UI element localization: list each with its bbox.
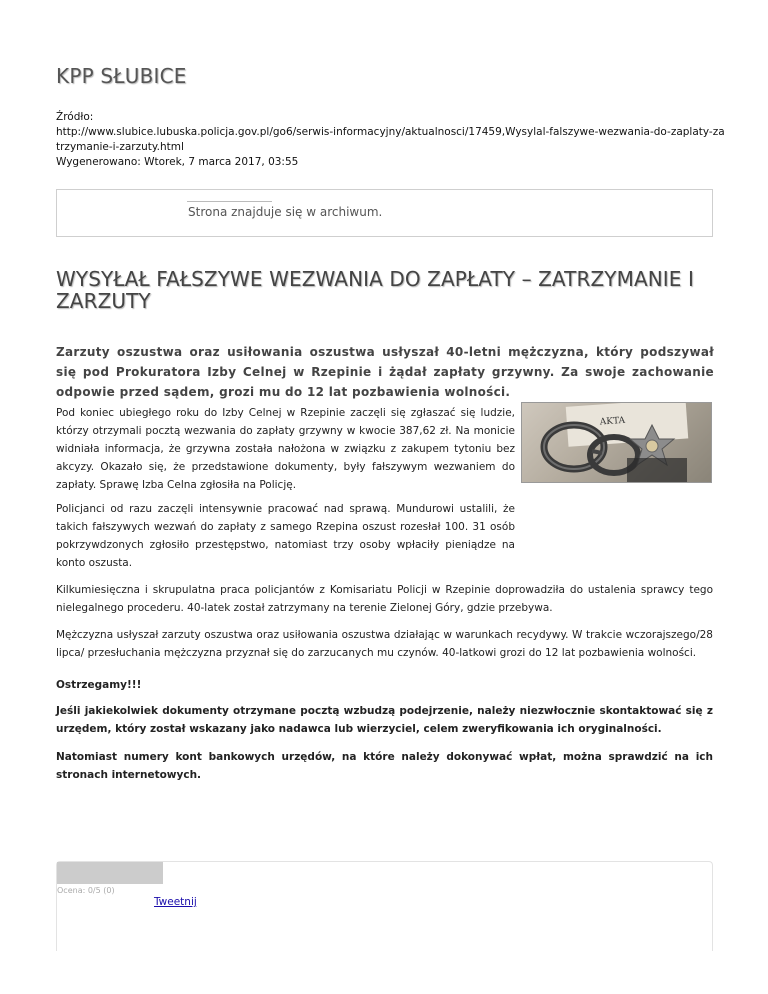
paragraph-2: Policjanci od razu zaczęli intensywnie pracować nad sprawą. Mundurowi ustalili, że takich fałszywych wezwań do zapłaty z samego Rzepina oszust rozesłał 100. 31 osób pokrzywdzonych zgłosiło przestępstwo, natomiast trzy osoby wpłaciły pieniądze na konto oszusta. [56, 503, 515, 569]
article-title: WYSYŁAŁ FAŁSZYWE WEZWANIA DO ZAPŁATY – ZATRZYMANIE I ZARZUTY [56, 267, 694, 313]
paragraph-6: Natomiast numery kont bankowych urzędów, na które należy dokonywać wpłat, można sprawdzić na ich stronach internetowych. [56, 751, 713, 781]
rating-text: Ocena: 0/5 (0) [57, 886, 115, 895]
photo-akta-text: AKTA [599, 415, 626, 428]
source-url: http://www.slubice.lubuska.policja.gov.pl/go6/serwis-informacyjny/aktualnosci/17459,Wysylal-falszywe-wezwania-do-zaplaty-zatrzymanie-i-zarzuty.html [56, 126, 725, 153]
article-lead: Zarzuty oszustwa oraz usiłowania oszustwa usłyszał 40-letni mężczyzna, który podszywał się pod Prokuratora Izby Celnej w Rzepinie i żądał zapłaty grzywny. Za swoje zachowanie odpowie przed sądem, grozi mu do 12 lat pozbawienia wolności. [56, 345, 714, 399]
source-info [56, 110, 726, 170]
tweet-link[interactable]: Tweetnij [154, 896, 197, 908]
paragraph-4: Mężczyzna usłyszał zarzuty oszustwa oraz usiłowania oszustwa działając w warunkach recydywy. W trakcie wczorajszego/28 lipca/ przesłuchania mężczyzna przyznał się do zarzucanych mu czynów. 40-latkowi grozi do 12 lat pozbawienia wolności. [56, 629, 713, 659]
paragraph-warning: Ostrzegamy!!! [56, 679, 142, 691]
archive-divider [187, 201, 272, 202]
source-label: Źródło: [56, 111, 94, 123]
paragraph-5: Jeśli jakiekolwiek dokumenty otrzymane pocztą wzbudzą podejrzenie, należy niezwłocznie skontaktować się z urzędem, który został wskazany jako nadawca lub wierzyciel, celem zweryfikowania ich oryginalności. [56, 705, 713, 735]
article-photo [521, 402, 712, 483]
handcuffs-illustration [522, 403, 712, 483]
rating-stars-bar[interactable] [57, 862, 163, 884]
generated-date: Wygenerowano: Wtorek, 7 marca 2017, 03:55 [56, 156, 299, 168]
rating-box [56, 861, 713, 951]
archive-notice-box [56, 189, 713, 237]
archive-notice: Strona znajduje się w archiwum. [188, 205, 383, 219]
paragraph-1: Pod koniec ubiegłego roku do Izby Celnej w Rzepinie zaczęli się zgłaszać się ludzie, którzy otrzymali pocztą wezwania do zapłaty grzywny w kwocie 387,62 zł. Na monicie widniała informacja, że grzywna została nałożona w związku z zakupem tytoniu bez akcyzy. Okazało się, że przedstawione dokumenty, były fałszywym wezwaniem do zapłaty. Sprawę Izba Celna zgłosiła na Policję. [56, 407, 515, 491]
site-title: KPP SŁUBICE [56, 64, 187, 88]
paragraph-3: Kilkumiesięczna i skrupulatna praca policjantów z Komisariatu Policji w Rzepinie doprowadziła do ustalenia sprawcy tego nielegalnego procederu. 40-latek został zatrzymany na terenie Zielonej Góry, gdzie przebywa. [56, 584, 713, 614]
